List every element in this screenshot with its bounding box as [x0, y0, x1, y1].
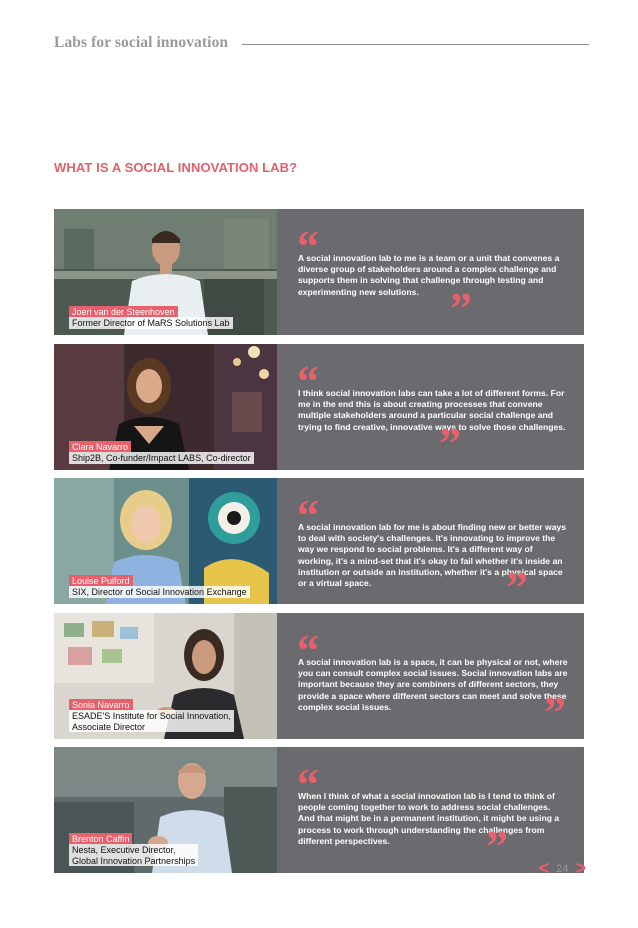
speaker-name: Sonia Navarro: [69, 699, 133, 710]
interview-panel: [54, 344, 584, 470]
speaker-role: Former Director of MaRS Solutions Lab: [69, 317, 233, 329]
chevron-right-icon[interactable]: >: [575, 858, 586, 878]
quote-text: I think social innovation labs can take a lot of different forms. For me in the end this is about creating processes that convene multiple stakeholders around a particular social challenge and trying to find creative, innovative ways to solve those challenges.: [298, 388, 566, 432]
quote-text: A social innovation lab to me is a team or a unit that convenes a diverse group of stakeholders around a complex challenge and supports them in solving that challenge through testing and experimenting new solutions.: [298, 253, 560, 297]
page-header: [54, 34, 589, 54]
speaker-name: Joeri van der Steenhoven: [69, 306, 178, 317]
open-quote-icon: “: [297, 760, 319, 809]
open-quote-icon: “: [297, 626, 319, 675]
chevron-left-icon[interactable]: <: [538, 858, 550, 878]
close-quote-icon: ”: [544, 688, 566, 737]
interview-panel: [54, 613, 584, 739]
page-number: 24: [556, 862, 569, 875]
header-rule: [242, 44, 589, 45]
close-quote-icon: ”: [506, 563, 528, 612]
interview-panel: [54, 209, 584, 335]
speaker-role: Ship2B, Co-funder/Impact LABS, Co-director: [69, 452, 254, 464]
speaker-name: Brenton Caffin: [69, 833, 132, 844]
speaker-name: Louise Pulford: [69, 575, 133, 586]
speaker-role: Nesta, Executive Director, Global Innovation Partnerships: [69, 844, 198, 866]
section-title: WHAT IS A SOCIAL INNOVATION LAB?: [54, 160, 298, 175]
pager: [539, 858, 586, 878]
close-quote-icon: ”: [439, 419, 461, 468]
speaker-role: ESADE'S Institute for Social Innovation, Associate Director: [69, 710, 234, 732]
quote-text: When I think of what a social innovation lab is I tend to think of people coming together to work to address social challenges. And that might be in a permanent institution, it might be using a process to work through understanding the challenges from different perspectives.: [298, 791, 560, 846]
open-quote-icon: “: [297, 222, 319, 271]
quote-text: A social innovation lab for me is about finding new or better ways to deal with society's challenges. It's innovating to improve the way we respond to social problems. It's a different way of working, it's a mind-set that it's okay to fail whether it's inside an institution or outside an institution, whether it's a physical space or a virtual space.: [298, 522, 567, 589]
interview-panel: [54, 478, 584, 612]
open-quote-icon: “: [297, 357, 319, 406]
quote-text: A social innovation lab is a space, it can be physical or not, where you can consult complex social issues. Social innovation labs are important because they are combiners of different sectors, they provide a space where different sectors can meet and solve these complex social issues.: [298, 657, 568, 712]
close-quote-icon: ”: [450, 284, 472, 333]
interview-panel: [54, 747, 584, 873]
header-title: Labs for social innovation: [54, 34, 229, 51]
open-quote-icon: “: [297, 491, 319, 540]
close-quote-icon: ”: [486, 822, 508, 871]
speaker-role: SIX, Director of Social Innovation Exchange: [69, 586, 250, 598]
speaker-name: Clara Navarro: [69, 441, 131, 452]
